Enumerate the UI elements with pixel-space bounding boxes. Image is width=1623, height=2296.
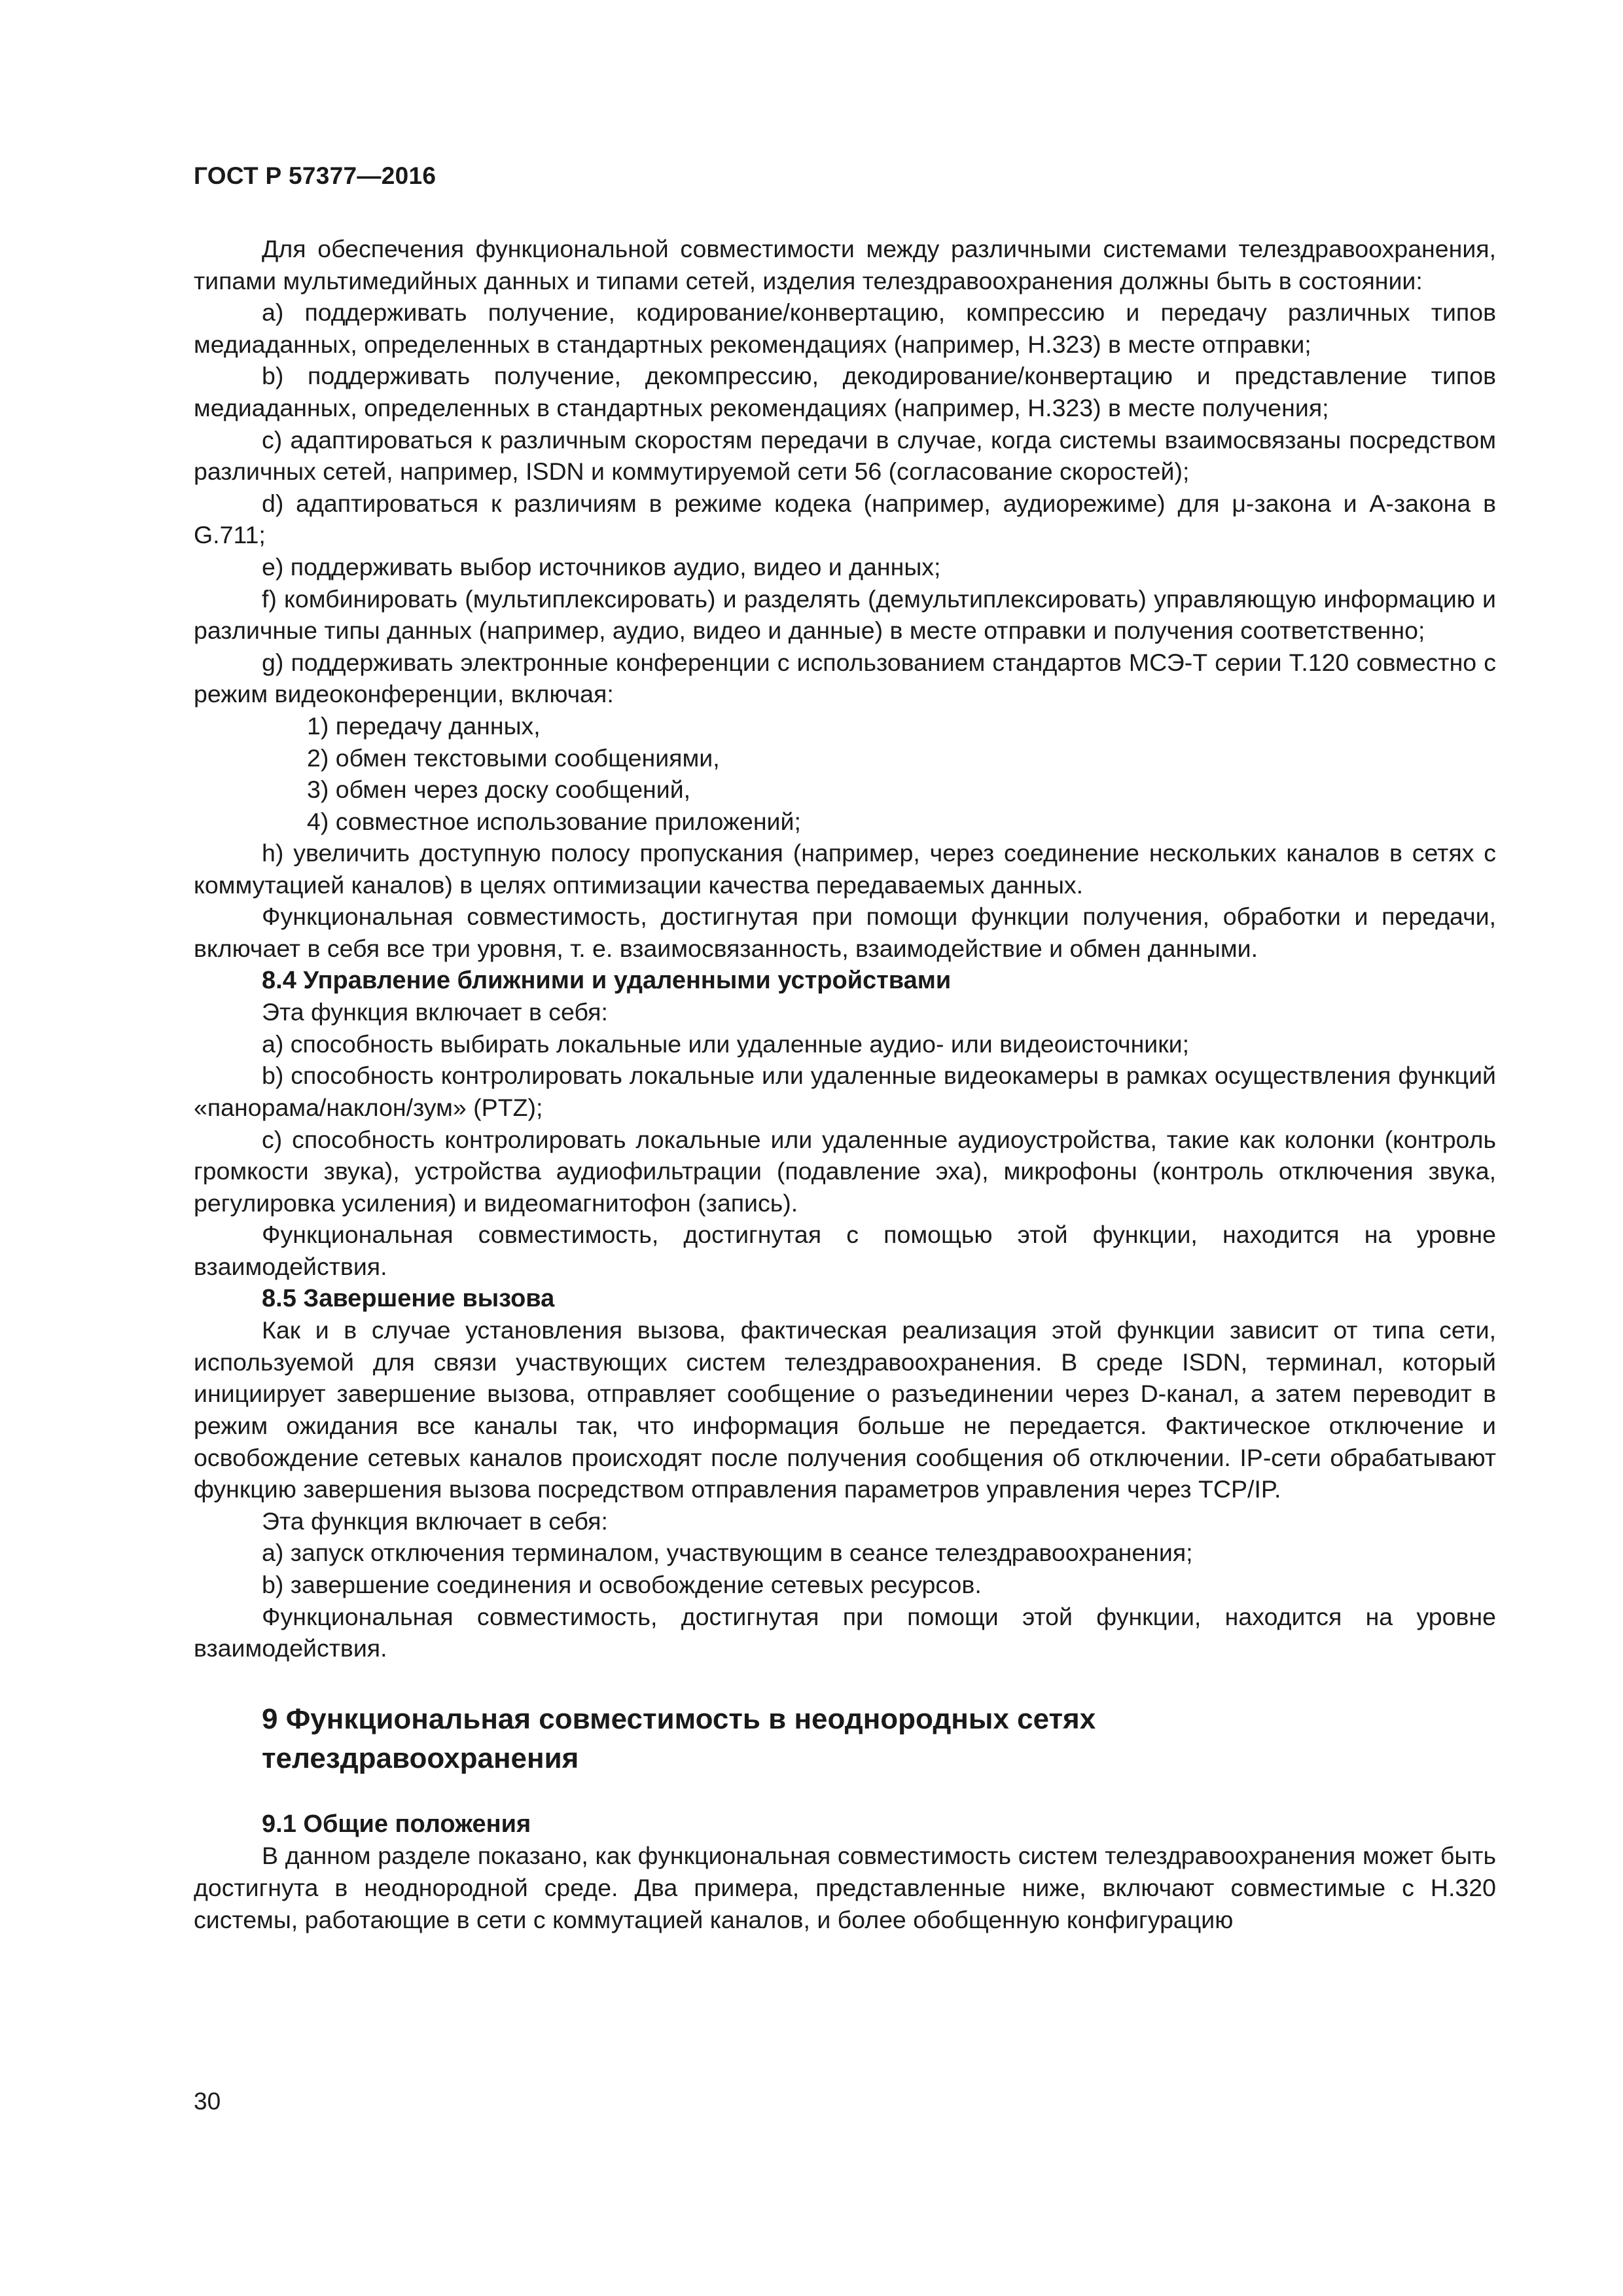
list-item: a) запуск отключения терминалом, участвующим в сеансе телездравоохранения; (262, 1539, 1193, 1567)
section-heading-8-4: 8.4 Управление ближними и удаленными устройствами (262, 966, 952, 994)
paragraph: Эта функция включает в себя: (262, 998, 608, 1026)
section-heading-8-5: 8.5 Завершение вызова (262, 1284, 555, 1312)
sub-list-item: 2) обмен текстовыми сообщениями, (307, 744, 720, 772)
paragraph: В данном разделе показано, как функциональная совместимость систем телездравоохранения может быть достигнута в неоднородной среде. Два примера, представленные ниже, включают совместимые с H.320 системы, работающие в сети с коммутацией каналов, и более обобщенную конфигурацию (194, 1842, 1496, 1933)
document-header: ГОСТ Р 57377—2016 (194, 162, 437, 189)
sub-list-item: 4) совместное использование приложений; (307, 807, 801, 835)
paragraph: Функциональная совместимость, достигнутая с помощью этой функции, находится на уровне взаимодействия. (194, 1221, 1496, 1280)
paragraph: Функциональная совместимость, достигнутая при помощи этой функции, находится на уровне взаимодействия. (194, 1602, 1496, 1662)
document-body (194, 233, 1496, 1935)
list-item: b) способность контролировать локальные или удаленные видеокамеры в рамках осуществления функций «панорама/наклон/зум» (PTZ); (194, 1062, 1496, 1122)
section-heading-9-1: 9.1 Общие положения (262, 1810, 531, 1838)
page-number: 30 (194, 2088, 221, 2115)
list-item: c) адаптироваться к различным скоростям передачи в случае, когда системы взаимосвязаны посредством различных сетей, например, ISDN и коммутируемой сети 56 (согласование скоростей); (194, 425, 1496, 486)
paragraph: Как и в случае установления вызова, фактическая реализация этой функции зависит от типа сети, используемой для связи участвующих систем телездравоохранения. В среде ISDN, терминал, который инициирует завершение вызова, отправляет сообщение о разъединении через D-канал, а затем переводит в режим ожидания все каналы так, что информация больше не передается. Фактическое отключение и освобождение сетевых каналов происходят после получения сообщения об отключении. IP-сети обрабатывают функцию завершения вызова посредством отправления параметров управления через TCP/IP. (194, 1316, 1496, 1503)
paragraph: Для обеспечения функциональной совместимости между различными системами телездравоохранения, типами мультимедийных данных и типами сетей, изделия телездравоохранения должны быть в состоянии: (194, 235, 1496, 295)
list-item: a) способность выбирать локальные или удаленные аудио- или видеоисточники; (262, 1030, 1189, 1058)
list-item: d) адаптироваться к различиям в режиме кодека (например, аудиорежиме) для μ-закона и A-закона в G.711; (194, 489, 1496, 549)
chapter-heading-9: 9 Функциональная совместимость в неоднородных сетях телездравоохранения (262, 1702, 1096, 1774)
sub-list-item: 3) обмен через доску сообщений, (307, 776, 691, 804)
list-item: h) увеличить доступную полосу пропускания (например, через соединение нескольких каналов в сетях с коммутацией каналов) в целях оптимизации качества передаваемых данных. (194, 839, 1496, 899)
list-item: b) завершение соединения и освобождение сетевых ресурсов. (262, 1570, 982, 1598)
list-item: g) поддерживать электронные конференции с использованием стандартов МСЭ-Т серии T.120 совместно с режим видеоконференции, включая: (194, 648, 1496, 708)
list-item: f) комбинировать (мультиплексировать) и разделять (демультиплексировать) управляющую информацию и различные типы данных (например, аудио, видео и данные) в месте отправки и получения соответственно; (194, 584, 1496, 645)
list-item: b) поддерживать получение, декомпрессию, декодирование/конвертацию и представление типов медиаданных, определенных в стандартных рекомендациях (например, H.323) в месте получения; (194, 362, 1496, 422)
list-item: a) поддерживать получение, кодирование/конвертацию, компрессию и передачу различных типов медиаданных, определенных в стандартных рекомендациях (например, H.323) в месте отправки; (194, 298, 1496, 358)
list-item: c) способность контролировать локальные или удаленные аудиоустройства, такие как колонки (контроль громкости звука), устройства аудиофильтрации (подавление эха), микрофоны (контроль отключения звука, регулировка усиления) и видеомагнитофон (запись). (194, 1125, 1496, 1217)
sub-list-item: 1) передачу данных, (307, 711, 541, 740)
paragraph: Эта функция включает в себя: (262, 1507, 608, 1535)
paragraph: Функциональная совместимость, достигнутая при помощи функции получения, обработки и передачи, включает в себя все три уровня, т. е. взаимосвязанность, взаимодействие и обмен данными. (194, 903, 1496, 963)
list-item: e) поддерживать выбор источников аудио, видео и данных; (262, 552, 941, 581)
